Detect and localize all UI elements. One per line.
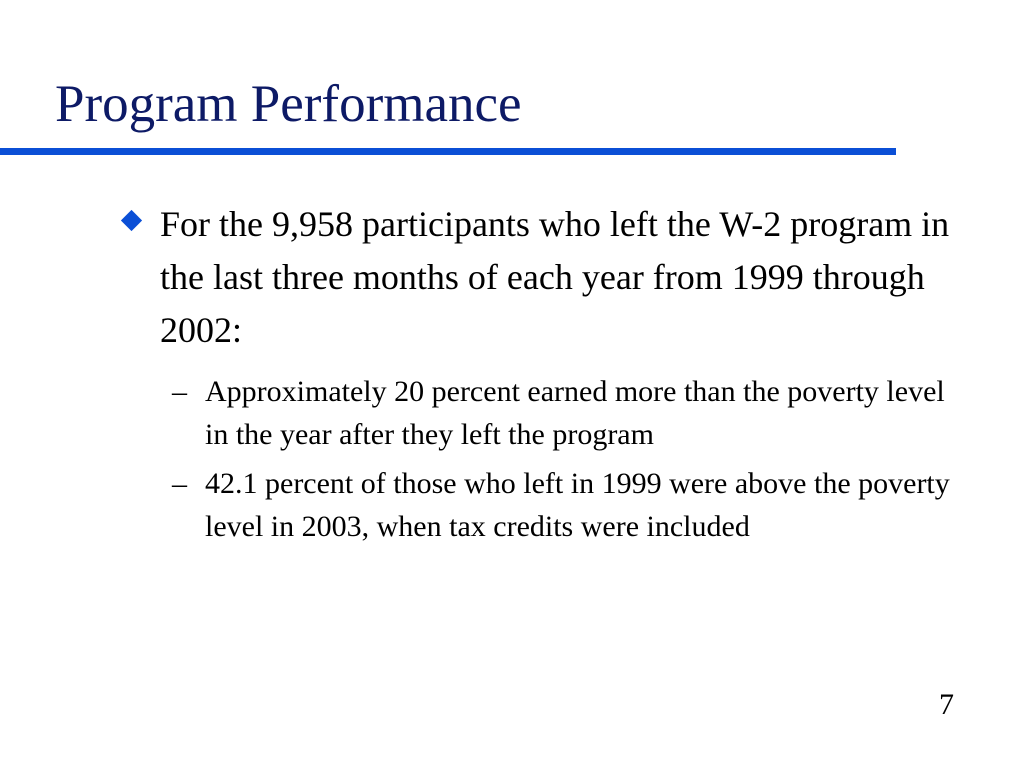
sub-bullet-item <box>172 370 972 456</box>
sub-bullet-list <box>172 370 972 554</box>
main-bullet-text: For the 9,958 participants who left the W-2 program in the last three months of each year from 1999 through 2002: <box>160 204 950 350</box>
title-underline <box>0 148 896 155</box>
diamond-bullet-icon <box>121 210 142 231</box>
page-number: 7 <box>939 688 954 721</box>
slide-title: Program Performance <box>55 75 522 133</box>
sub-bullet-item <box>172 462 972 548</box>
main-bullet <box>122 198 972 357</box>
dash-bullet-marker: – <box>172 375 187 408</box>
dash-bullet-marker: – <box>172 467 187 500</box>
sub-bullet-text: 42.1 percent of those who left in 1999 were above the poverty level in 2003, when tax credits were included <box>205 467 950 543</box>
sub-bullet-text: Approximately 20 percent earned more than the poverty level in the year after they left the program <box>205 375 945 451</box>
